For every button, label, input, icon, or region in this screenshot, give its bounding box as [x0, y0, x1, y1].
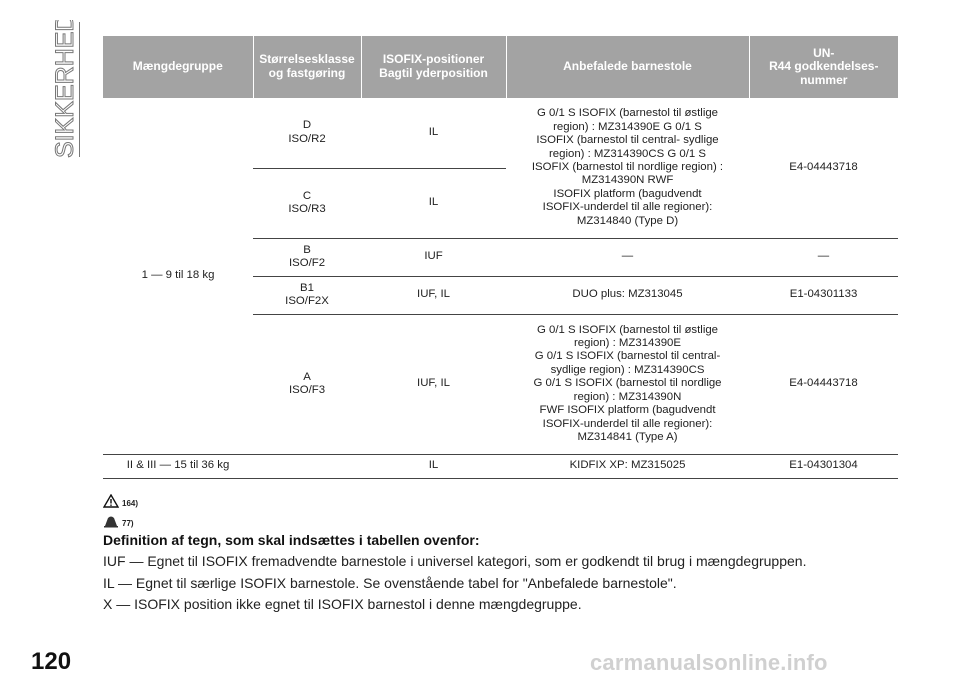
- mass-group-cell: 1 — 9 til 18 kg: [103, 98, 253, 454]
- section-divider: [79, 22, 80, 157]
- approval-cell: E1-04301133: [749, 276, 898, 314]
- note-icon: [103, 514, 119, 528]
- table-row: [103, 98, 898, 168]
- definition-il: IL — Egnet til særlige ISOFIX barnestole. Se ovenstående tabel for "Anbefalede barnestole".: [103, 575, 677, 591]
- definition-iuf: IUF — Egnet til ISOFIX fremadvendte barnestole i universel kategori, som er godkendt til brug i mængdegruppen.: [103, 553, 807, 569]
- table-row: [103, 454, 898, 478]
- position-cell: IUF: [361, 238, 506, 276]
- header-size-class: Størrelsesklasse og fastgøring: [253, 36, 361, 98]
- position-cell: IUF, IL: [361, 276, 506, 314]
- info-note[interactable]: 77): [103, 511, 138, 531]
- position-cell: IL: [361, 454, 506, 478]
- isofix-table: [103, 36, 898, 479]
- header-mass-group: Mængdegruppe: [103, 36, 253, 98]
- page-number: 120: [31, 648, 72, 675]
- definition-x: X — ISOFIX position ikke egnet til ISOFIX barnestol i denne mængdegruppe.: [103, 596, 582, 612]
- position-cell: IUF, IL: [361, 314, 506, 454]
- seat-cell: G 0/1 S ISOFIX (barnestol til østlige region) : MZ314390E G 0/1 S ISOFIX (barnestol til central- sydlige region) : MZ314390CS G 0/1 S ISOFIX (barnestol til nordlige region) : MZ314390N FWF ISOFIX platform (bagudvendt ISOFIX-underdel til alle regioner): MZ314841 (Type A): [506, 314, 749, 454]
- seat-cell: DUO plus: MZ313045: [506, 276, 749, 314]
- seat-cell: G 0/1 S ISOFIX (barnestol til østlige region) : MZ314390E G 0/1 S ISOFIX (barnestol til central- sydlige region) : MZ314390CS G 0/1 S ISOFIX (barnestol til nordlige region) : MZ314390N RWF ISOFIX platform (bagudvendt ISOFIX-underdel til alle regioner): MZ314840 (Type D): [506, 98, 749, 238]
- mass-group-cell: II & III — 15 til 36 kg: [103, 454, 253, 478]
- warning-note[interactable]: 164): [103, 491, 138, 511]
- size-class-cell: B1 ISO/F2X: [253, 276, 361, 314]
- size-class-cell: A ISO/F3: [253, 314, 361, 454]
- header-recommended-seats: Anbefalede barnestole: [506, 36, 749, 98]
- definitions-title: Definition af tegn, som skal indsættes i tabellen ovenfor:: [103, 532, 480, 548]
- approval-cell: E1-04301304: [749, 454, 898, 478]
- svg-text:SIKKERHED: SIKKERHED: [51, 20, 79, 158]
- position-cell: IL: [361, 168, 506, 238]
- header-isofix-position: ISOFIX-positioner Bagtil yderposition: [361, 36, 506, 98]
- approval-cell: E4-04443718: [749, 98, 898, 238]
- approval-cell: —: [749, 238, 898, 276]
- position-cell: IL: [428, 126, 439, 139]
- seat-cell: KIDFIX XP: MZ315025: [506, 454, 749, 478]
- size-class-cell: C ISO/R3: [253, 168, 361, 238]
- section-title: [51, 20, 81, 160]
- warning-icon: [103, 494, 119, 508]
- approval-cell: E4-04443718: [749, 314, 898, 454]
- seat-cell: —: [506, 238, 749, 276]
- size-class-cell: B ISO/F2: [253, 238, 361, 276]
- note-references: [103, 491, 138, 531]
- table-header-row: [103, 36, 898, 98]
- size-class-cell: [253, 454, 361, 478]
- watermark: carmanualsonline.info: [590, 650, 828, 675]
- header-approval-number: UN- R44 godkendelses- nummer: [749, 36, 898, 98]
- size-class-cell: D ISO/R2: [253, 98, 361, 168]
